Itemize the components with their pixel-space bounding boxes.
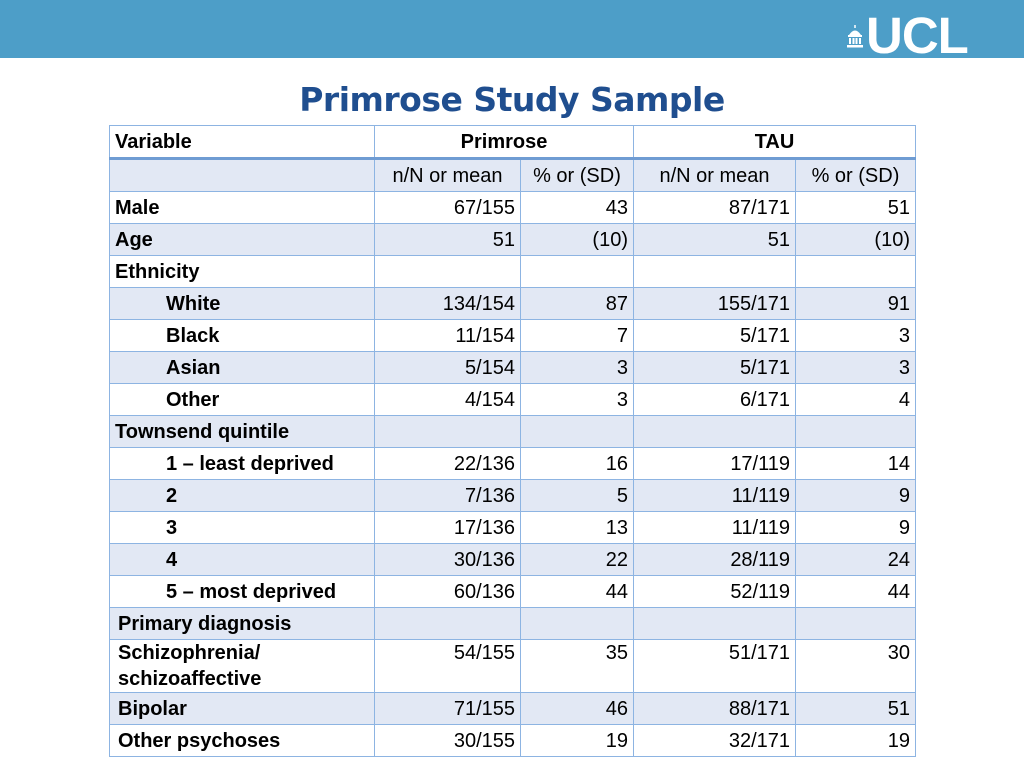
table-row — [110, 384, 916, 416]
tau-n-cell: 155/171 — [634, 288, 796, 320]
tau-n-cell: 6/171 — [634, 384, 796, 416]
tau-n-cell: 51/171 — [634, 640, 796, 693]
primrose-pct-cell — [521, 416, 634, 448]
tau-n-cell — [634, 416, 796, 448]
tau-n-cell: 11/119 — [634, 480, 796, 512]
primrose-n-cell: 60/136 — [375, 576, 521, 608]
table-row — [110, 480, 916, 512]
primrose-pct-cell: 7 — [521, 320, 634, 352]
primrose-pct-cell: 22 — [521, 544, 634, 576]
primrose-pct-cell: (10) — [521, 224, 634, 256]
row-label: 3 — [110, 512, 375, 544]
primrose-n-cell: 4/154 — [375, 384, 521, 416]
header-primrose: Primrose — [375, 126, 634, 159]
primrose-pct-cell: 35 — [521, 640, 634, 693]
primrose-n-cell: 67/155 — [375, 192, 521, 224]
header-tau-n: n/N or mean — [634, 159, 796, 192]
row-label: Primary diagnosis — [110, 608, 375, 640]
primrose-pct-cell: 43 — [521, 192, 634, 224]
tau-n-cell — [634, 256, 796, 288]
tau-pct-cell: 44 — [796, 576, 916, 608]
table-row — [110, 288, 916, 320]
row-label: Age — [110, 224, 375, 256]
primrose-pct-cell: 5 — [521, 480, 634, 512]
row-label: Other psychoses — [110, 725, 375, 757]
row-label: Male — [110, 192, 375, 224]
tau-pct-cell: 51 — [796, 192, 916, 224]
row-label: Asian — [110, 352, 375, 384]
primrose-n-cell: 51 — [375, 224, 521, 256]
primrose-n-cell: 17/136 — [375, 512, 521, 544]
primrose-n-cell: 30/155 — [375, 725, 521, 757]
primrose-n-cell — [375, 416, 521, 448]
table-row — [110, 352, 916, 384]
tau-n-cell: 5/171 — [634, 352, 796, 384]
table-row — [110, 512, 916, 544]
row-label: White — [110, 288, 375, 320]
table-row — [110, 640, 916, 693]
tau-n-cell: 52/119 — [634, 576, 796, 608]
row-label: Schizophrenia/ schizoaffective — [110, 640, 375, 693]
primrose-pct-cell — [521, 256, 634, 288]
header-blank — [110, 159, 375, 192]
portico-dome-icon — [846, 24, 864, 48]
primrose-pct-cell: 46 — [521, 693, 634, 725]
tau-pct-cell — [796, 256, 916, 288]
tau-n-cell: 17/119 — [634, 448, 796, 480]
row-label: Black — [110, 320, 375, 352]
table-row — [110, 448, 916, 480]
tau-n-cell: 87/171 — [634, 192, 796, 224]
table-row — [110, 608, 916, 640]
primrose-pct-cell: 13 — [521, 512, 634, 544]
logo-text: UCL — [866, 7, 968, 64]
tau-n-cell — [634, 608, 796, 640]
primrose-n-cell — [375, 608, 521, 640]
table-row — [110, 192, 916, 224]
table-row — [110, 576, 916, 608]
primrose-pct-cell: 87 — [521, 288, 634, 320]
table-row — [110, 725, 916, 757]
table-row — [110, 544, 916, 576]
primrose-n-cell: 5/154 — [375, 352, 521, 384]
primrose-n-cell: 71/155 — [375, 693, 521, 725]
ucl-logo — [846, 7, 968, 64]
tau-n-cell: 11/119 — [634, 512, 796, 544]
primrose-pct-cell: 3 — [521, 384, 634, 416]
primrose-n-cell: 54/155 — [375, 640, 521, 693]
primrose-pct-cell: 3 — [521, 352, 634, 384]
row-label: Townsend quintile — [110, 416, 375, 448]
table-row — [110, 256, 916, 288]
row-label: Other — [110, 384, 375, 416]
tau-n-cell: 5/171 — [634, 320, 796, 352]
header-tau-pct: % or (SD) — [796, 159, 916, 192]
tau-pct-cell: 14 — [796, 448, 916, 480]
page-title: Primrose Study Sample — [299, 80, 725, 119]
tau-pct-cell: (10) — [796, 224, 916, 256]
primrose-pct-cell: 19 — [521, 725, 634, 757]
tau-n-cell: 28/119 — [634, 544, 796, 576]
tau-pct-cell: 30 — [796, 640, 916, 693]
tau-pct-cell: 4 — [796, 384, 916, 416]
tau-pct-cell: 51 — [796, 693, 916, 725]
header-primrose-n: n/N or mean — [375, 159, 521, 192]
tau-pct-cell: 24 — [796, 544, 916, 576]
table-row — [110, 693, 916, 725]
primrose-pct-cell: 44 — [521, 576, 634, 608]
primrose-n-cell: 22/136 — [375, 448, 521, 480]
row-label: Ethnicity — [110, 256, 375, 288]
header-primrose-pct: % or (SD) — [521, 159, 634, 192]
primrose-pct-cell: 16 — [521, 448, 634, 480]
primrose-pct-cell — [521, 608, 634, 640]
row-label: 2 — [110, 480, 375, 512]
tau-n-cell: 32/171 — [634, 725, 796, 757]
row-label: 4 — [110, 544, 375, 576]
primrose-n-cell: 30/136 — [375, 544, 521, 576]
table-row — [110, 320, 916, 352]
header-row-subheaders — [110, 159, 916, 192]
tau-n-cell: 51 — [634, 224, 796, 256]
tau-pct-cell: 19 — [796, 725, 916, 757]
primrose-n-cell: 7/136 — [375, 480, 521, 512]
primrose-n-cell: 134/154 — [375, 288, 521, 320]
tau-pct-cell: 91 — [796, 288, 916, 320]
tau-n-cell: 88/171 — [634, 693, 796, 725]
row-label: 1 – least deprived — [110, 448, 375, 480]
tau-pct-cell: 9 — [796, 512, 916, 544]
tau-pct-cell: 9 — [796, 480, 916, 512]
header-tau: TAU — [634, 126, 916, 159]
study-sample-table — [109, 125, 916, 757]
row-label: 5 – most deprived — [110, 576, 375, 608]
primrose-n-cell: 11/154 — [375, 320, 521, 352]
tau-pct-cell: 3 — [796, 320, 916, 352]
tau-pct-cell — [796, 416, 916, 448]
table-row — [110, 416, 916, 448]
tau-pct-cell — [796, 608, 916, 640]
tau-pct-cell: 3 — [796, 352, 916, 384]
header-variable: Variable — [110, 126, 375, 159]
table-row — [110, 224, 916, 256]
row-label: Bipolar — [110, 693, 375, 725]
primrose-n-cell — [375, 256, 521, 288]
header-row-groups — [110, 126, 916, 159]
